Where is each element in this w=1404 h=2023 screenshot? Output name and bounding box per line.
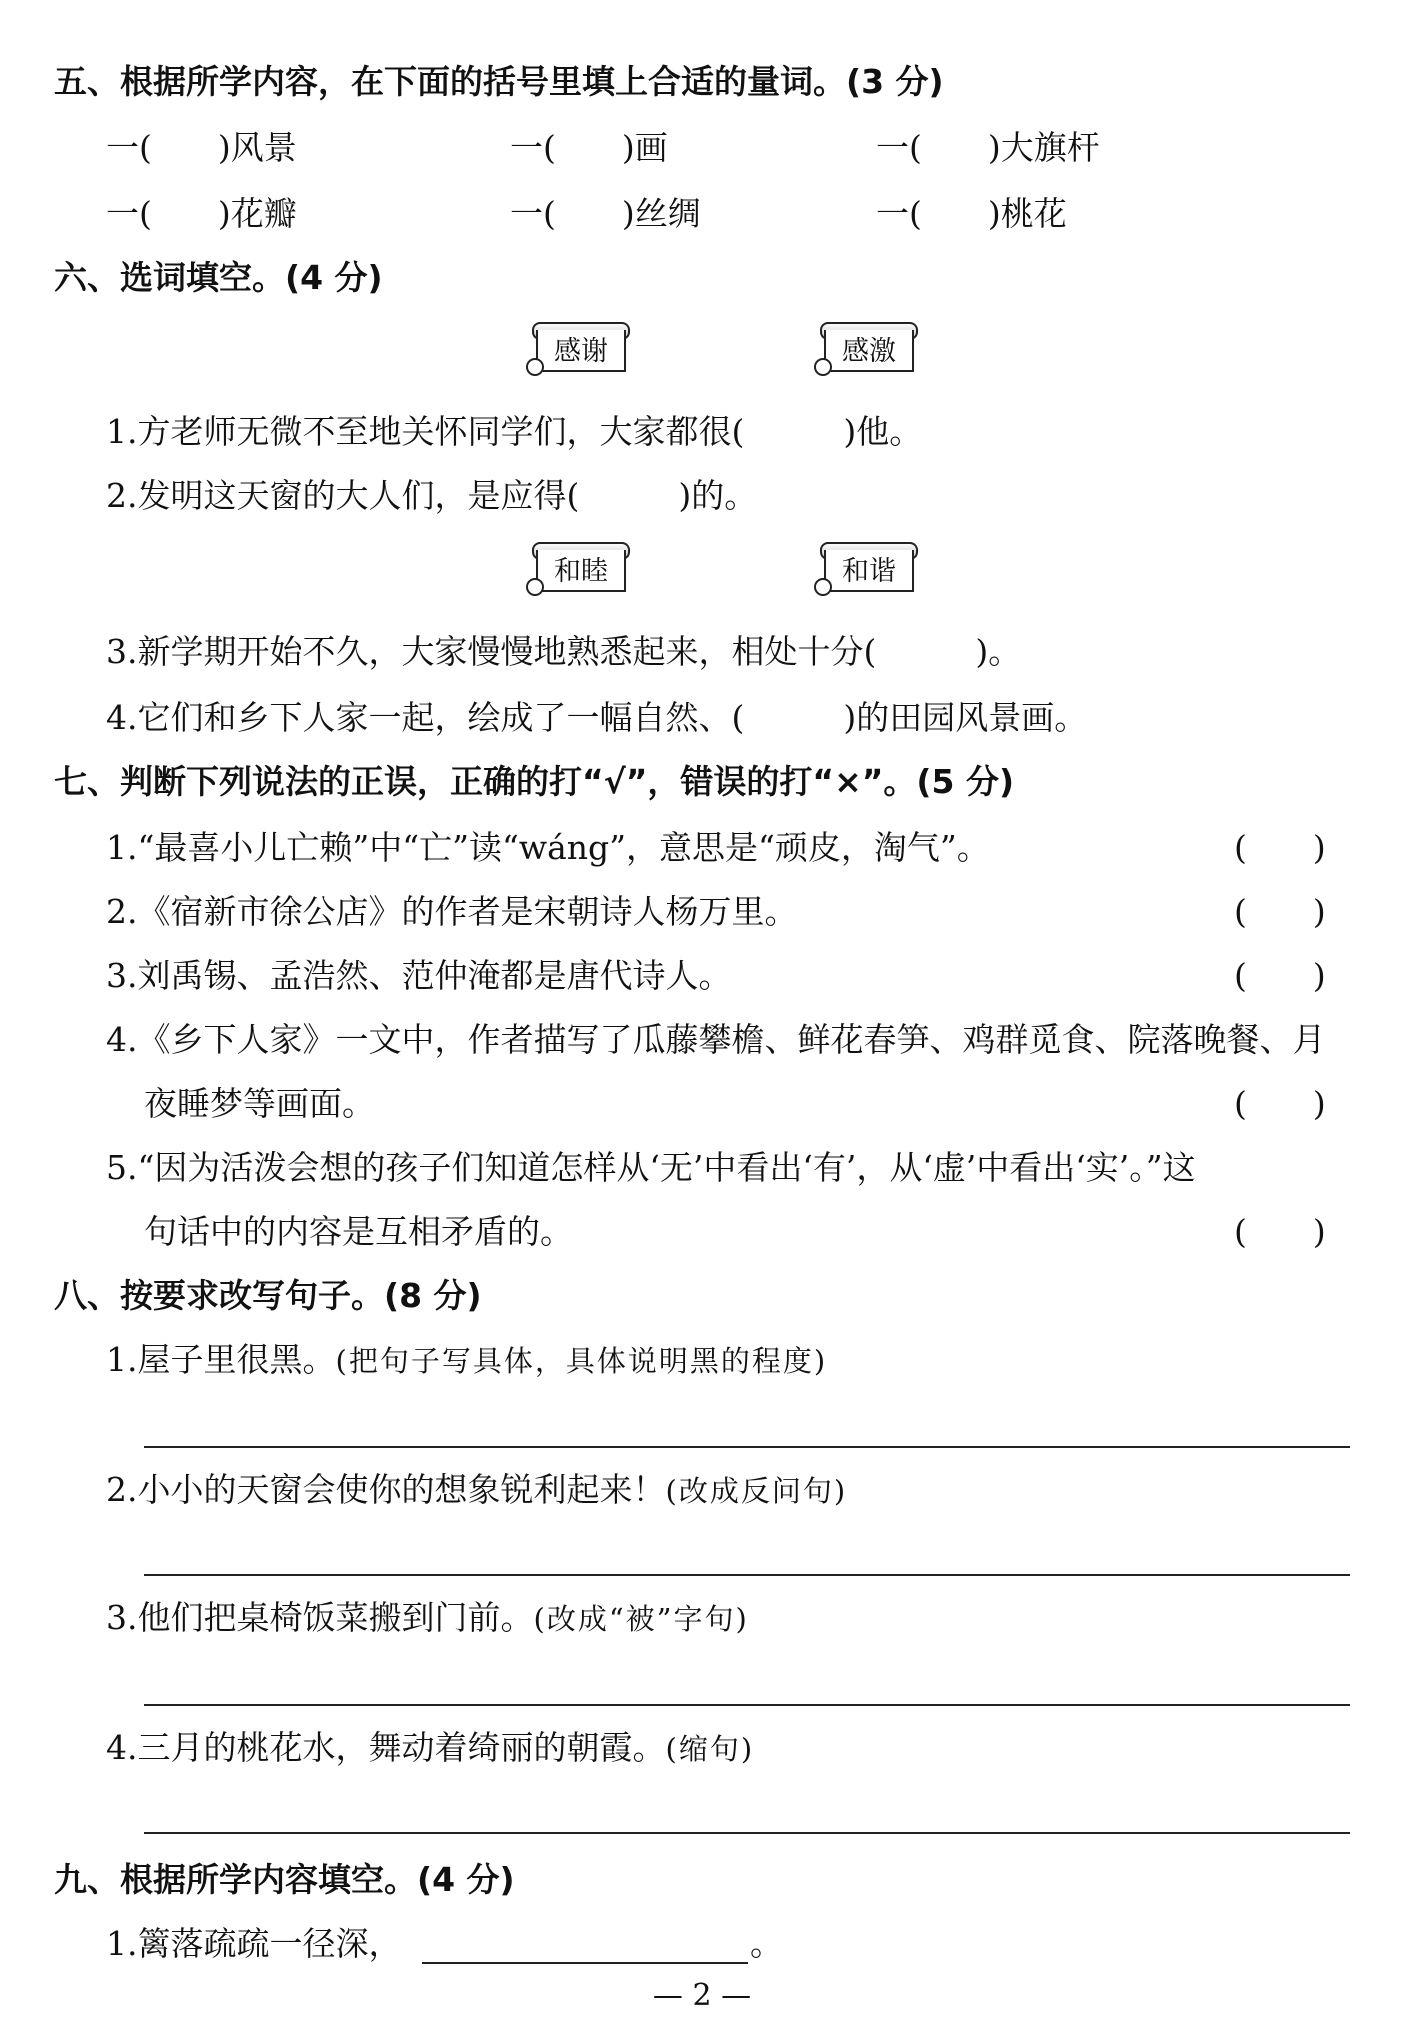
- judge-question-3: 3.刘禹锡、孟浩然、范仲淹都是唐代诗人。: [106, 956, 732, 995]
- answer-line[interactable]: [144, 1704, 1350, 1706]
- question-hint: (改成“被”字句): [533, 1602, 749, 1636]
- item-prefix: 一(: [510, 128, 556, 167]
- section-7-title: 七、判断下列说法的正误，正确的打“√”，错误的打“×”。(5 分): [54, 762, 1015, 801]
- item-prefix: 一(: [106, 128, 152, 167]
- scroll-word: 感谢: [536, 330, 626, 372]
- fill-question-4: 4.它们和乡下人家一起，绘成了一幅自然、( )的田园风景画。: [106, 698, 1088, 737]
- page-number: — 2 —: [652, 1978, 752, 2013]
- scroll-curl: [526, 578, 544, 596]
- fill-question-2: 2.发明这天窗的大人们，是应得( )的。: [106, 476, 758, 515]
- section-8-title: 八、按要求改写句子。(8 分): [54, 1276, 482, 1315]
- question-hint: (缩句): [665, 1732, 755, 1766]
- rewrite-question-2: [106, 1470, 847, 1511]
- word-scroll: [814, 542, 918, 596]
- poem-fill-question-1: 1.篱落疏疏一径深，: [106, 1924, 402, 1963]
- measure-word-item: [876, 128, 1100, 168]
- measure-word-item: [876, 194, 1067, 234]
- rewrite-question-1: [106, 1340, 827, 1381]
- measure-word-item: [510, 128, 668, 168]
- item-suffix: )花瓣: [217, 194, 297, 233]
- poem-fill-line[interactable]: [422, 1962, 748, 1964]
- judge-answer-box[interactable]: ( ): [1234, 828, 1326, 867]
- section-6-title: 六、选词填空。(4 分): [54, 258, 383, 297]
- judge-question-5-line-2: 句话中的内容是互相矛盾的。: [144, 1212, 573, 1251]
- rewrite-question-3: [106, 1598, 749, 1639]
- scroll-word: 和睦: [536, 550, 626, 592]
- section-9-title: 九、根据所学内容填空。(4 分): [54, 1860, 515, 1899]
- item-suffix: )桃花: [987, 194, 1067, 233]
- item-suffix: )风景: [217, 128, 297, 167]
- scroll-curl: [526, 358, 544, 376]
- judge-question-1: 1.“最喜小儿亡赖”中“亡”读“wáng”，意思是“顽皮，淘气”。: [106, 828, 990, 867]
- question-text: 3.他们把桌椅饭菜搬到门前。: [106, 1598, 534, 1637]
- fill-question-1: 1.方老师无微不至地关怀同学们，大家都很( )他。: [106, 412, 923, 451]
- answer-line[interactable]: [144, 1574, 1350, 1576]
- judge-question-5-line-1: 5.“因为活泼会想的孩子们知道怎样从‘无’中看出‘有’，从‘虚’中看出‘实’。”这: [106, 1148, 1196, 1187]
- word-scroll: [526, 542, 630, 596]
- fill-question-3: 3.新学期开始不久，大家慢慢地熟悉起来，相处十分( )。: [106, 632, 1022, 671]
- measure-word-item: [510, 194, 701, 234]
- item-prefix: 一(: [876, 194, 922, 233]
- question-text: 2.小小的天窗会使你的想象锐利起来！: [106, 1470, 666, 1509]
- judge-answer-box[interactable]: ( ): [1234, 1212, 1326, 1251]
- item-suffix: )画: [621, 128, 668, 167]
- judge-answer-box[interactable]: ( ): [1234, 892, 1326, 931]
- word-scroll: [526, 322, 630, 376]
- question-hint: (改成反问句): [665, 1474, 848, 1508]
- item-suffix: )丝绸: [621, 194, 701, 233]
- scroll-curl: [814, 578, 832, 596]
- word-scroll: [814, 322, 918, 376]
- judge-question-4-line-1: 4.《乡下人家》一文中，作者描写了瓜藤攀檐、鲜花春笋、鸡群觅食、院落晚餐、月: [106, 1020, 1326, 1059]
- scroll-curl: [814, 358, 832, 376]
- judge-answer-box[interactable]: ( ): [1234, 956, 1326, 995]
- question-text: 1.屋子里很黑。: [106, 1340, 336, 1379]
- measure-word-item: [106, 194, 297, 234]
- scroll-word: 感激: [824, 330, 914, 372]
- poem-fill-end: 。: [750, 1924, 783, 1963]
- item-prefix: 一(: [876, 128, 922, 167]
- item-suffix: )大旗杆: [987, 128, 1100, 167]
- rewrite-question-4: [106, 1728, 754, 1769]
- question-text: 4.三月的桃花水，舞动着绮丽的朝霞。: [106, 1728, 666, 1767]
- item-prefix: 一(: [510, 194, 556, 233]
- answer-line[interactable]: [144, 1446, 1350, 1448]
- judge-question-4-line-2: 夜睡梦等画面。: [144, 1084, 375, 1123]
- scroll-word: 和谐: [824, 550, 914, 592]
- judge-answer-box[interactable]: ( ): [1234, 1084, 1326, 1123]
- question-hint: (把句子写具体，具体说明黑的程度): [335, 1344, 828, 1378]
- item-prefix: 一(: [106, 194, 152, 233]
- section-5-title: 五、根据所学内容，在下面的括号里填上合适的量词。(3 分): [54, 62, 944, 101]
- answer-line[interactable]: [144, 1832, 1350, 1834]
- judge-question-2: 2.《宿新市徐公店》的作者是宋朝诗人杨万里。: [106, 892, 798, 931]
- measure-word-item: [106, 128, 297, 168]
